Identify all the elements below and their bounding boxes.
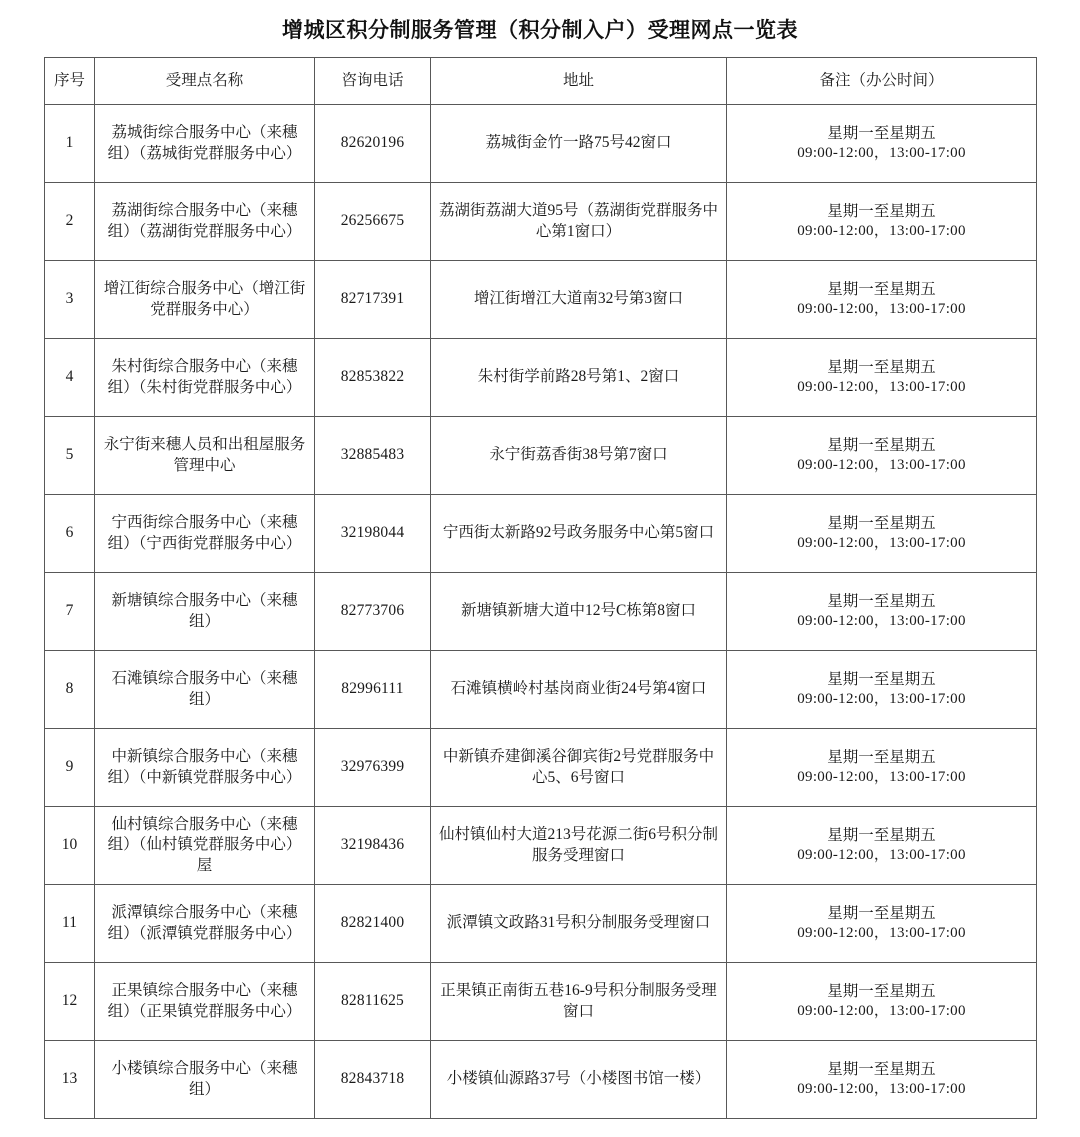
cell-address: 宁西街太新路92号政务服务中心第5窗口 <box>431 495 727 573</box>
cell-address: 永宁街荔香街38号第7窗口 <box>431 417 727 495</box>
office-hours: 09:00-12:00，13:00-17:00 <box>797 535 966 552</box>
cell-office-hours <box>727 339 1037 417</box>
office-days: 星期一至星期五 <box>827 202 936 220</box>
cell-phone: 32198044 <box>315 495 431 573</box>
cell-office-hours <box>727 807 1037 885</box>
cell-office-hours <box>727 495 1037 573</box>
table-row <box>45 807 1037 885</box>
column-header-phone: 咨询电话 <box>315 58 431 105</box>
office-hours: 09:00-12:00，13:00-17:00 <box>797 613 966 630</box>
table-row <box>45 1041 1037 1119</box>
table-row <box>45 417 1037 495</box>
cell-office-hours <box>727 963 1037 1041</box>
cell-office-hours <box>727 573 1037 651</box>
table-row <box>45 261 1037 339</box>
cell-seq: 4 <box>45 339 95 417</box>
office-days: 星期一至星期五 <box>827 358 936 376</box>
cell-seq: 2 <box>45 183 95 261</box>
cell-office-hours <box>727 183 1037 261</box>
office-days: 星期一至星期五 <box>827 514 936 532</box>
office-days: 星期一至星期五 <box>827 826 936 844</box>
cell-seq: 10 <box>45 807 95 885</box>
cell-name: 小楼镇综合服务中心（来穗组） <box>95 1041 315 1119</box>
column-header-seq: 序号 <box>45 58 95 105</box>
office-days: 星期一至星期五 <box>827 124 936 142</box>
table-row <box>45 105 1037 183</box>
table-header-row <box>45 58 1037 105</box>
cell-name: 荔湖街综合服务中心（来穗组）（荔湖街党群服务中心） <box>95 183 315 261</box>
office-hours: 09:00-12:00，13:00-17:00 <box>797 847 966 864</box>
cell-name: 永宁街来穗人员和出租屋服务管理中心 <box>95 417 315 495</box>
cell-address: 小楼镇仙源路37号（小楼图书馆一楼） <box>431 1041 727 1119</box>
office-days: 星期一至星期五 <box>827 436 936 454</box>
cell-seq: 7 <box>45 573 95 651</box>
cell-phone: 82620196 <box>315 105 431 183</box>
cell-seq: 12 <box>45 963 95 1041</box>
table-row <box>45 963 1037 1041</box>
cell-office-hours <box>727 1041 1037 1119</box>
column-header-note: 备注（办公时间） <box>727 58 1037 105</box>
cell-phone: 82821400 <box>315 885 431 963</box>
page-title: 增城区积分制服务管理（积分制入户）受理网点一览表 <box>282 19 798 42</box>
cell-phone: 32198436 <box>315 807 431 885</box>
cell-name: 中新镇综合服务中心（来穗组）（中新镇党群服务中心） <box>95 729 315 807</box>
office-days: 星期一至星期五 <box>827 904 936 922</box>
cell-address: 荔湖街荔湖大道95号（荔湖街党群服务中心第1窗口） <box>431 183 727 261</box>
office-days: 星期一至星期五 <box>827 592 936 610</box>
column-header-addr: 地址 <box>431 58 727 105</box>
cell-office-hours <box>727 885 1037 963</box>
cell-phone: 26256675 <box>315 183 431 261</box>
cell-phone: 82773706 <box>315 573 431 651</box>
office-days: 星期一至星期五 <box>827 748 936 766</box>
cell-name: 宁西街综合服务中心（来穗组）（宁西街党群服务中心） <box>95 495 315 573</box>
cell-seq: 6 <box>45 495 95 573</box>
cell-address: 朱村街学前路28号第1、2窗口 <box>431 339 727 417</box>
office-hours: 09:00-12:00，13:00-17:00 <box>797 223 966 240</box>
table-row <box>45 495 1037 573</box>
cell-address: 中新镇乔建御溪谷御宾街2号党群服务中心5、6号窗口 <box>431 729 727 807</box>
cell-seq: 3 <box>45 261 95 339</box>
cell-phone: 32976399 <box>315 729 431 807</box>
cell-phone: 82996111 <box>315 651 431 729</box>
table-row <box>45 651 1037 729</box>
office-hours: 09:00-12:00，13:00-17:00 <box>797 691 966 708</box>
cell-seq: 9 <box>45 729 95 807</box>
cell-seq: 8 <box>45 651 95 729</box>
cell-name: 增江街综合服务中心（增江街党群服务中心） <box>95 261 315 339</box>
cell-office-hours <box>727 651 1037 729</box>
table-row <box>45 573 1037 651</box>
cell-name: 新塘镇综合服务中心（来穗组） <box>95 573 315 651</box>
table-body <box>45 105 1037 1119</box>
office-hours: 09:00-12:00，13:00-17:00 <box>797 1003 966 1020</box>
cell-address: 石滩镇横岭村基岗商业街24号第4窗口 <box>431 651 727 729</box>
cell-address: 增江街增江大道南32号第3窗口 <box>431 261 727 339</box>
cell-address: 新塘镇新塘大道中12号C栋第8窗口 <box>431 573 727 651</box>
cell-phone: 32885483 <box>315 417 431 495</box>
cell-office-hours <box>727 417 1037 495</box>
cell-name: 朱村街综合服务中心（来穗组）（朱村街党群服务中心） <box>95 339 315 417</box>
table-row <box>45 183 1037 261</box>
cell-address: 仙村镇仙村大道213号花源二街6号积分制服务受理窗口 <box>431 807 727 885</box>
office-hours: 09:00-12:00，13:00-17:00 <box>797 925 966 942</box>
cell-address: 正果镇正南街五巷16-9号积分制服务受理窗口 <box>431 963 727 1041</box>
table-row <box>45 885 1037 963</box>
cell-address: 派潭镇文政路31号积分制服务受理窗口 <box>431 885 727 963</box>
office-days: 星期一至星期五 <box>827 280 936 298</box>
cell-address: 荔城街金竹一路75号42窗口 <box>431 105 727 183</box>
office-hours: 09:00-12:00，13:00-17:00 <box>797 301 966 318</box>
cell-seq: 13 <box>45 1041 95 1119</box>
table-container <box>44 57 1036 1119</box>
office-days: 星期一至星期五 <box>827 670 936 688</box>
cell-phone: 82843718 <box>315 1041 431 1119</box>
cell-name: 正果镇综合服务中心（来穗组）（正果镇党群服务中心） <box>95 963 315 1041</box>
table-header <box>45 58 1037 105</box>
cell-name: 荔城街综合服务中心（来穗组）（荔城街党群服务中心） <box>95 105 315 183</box>
office-hours: 09:00-12:00，13:00-17:00 <box>797 379 966 396</box>
cell-phone: 82853822 <box>315 339 431 417</box>
cell-name: 石滩镇综合服务中心（来穗组） <box>95 651 315 729</box>
office-hours: 09:00-12:00，13:00-17:00 <box>797 769 966 786</box>
cell-seq: 11 <box>45 885 95 963</box>
cell-office-hours <box>727 261 1037 339</box>
table-row <box>45 339 1037 417</box>
cell-name: 仙村镇综合服务中心（来穗组）（仙村镇党群服务中心）屋 <box>95 807 315 885</box>
office-hours: 09:00-12:00，13:00-17:00 <box>797 457 966 474</box>
cell-office-hours <box>727 729 1037 807</box>
cell-seq: 5 <box>45 417 95 495</box>
cell-office-hours <box>727 105 1037 183</box>
office-days: 星期一至星期五 <box>827 982 936 1000</box>
office-hours: 09:00-12:00，13:00-17:00 <box>797 145 966 162</box>
cell-seq: 1 <box>45 105 95 183</box>
cell-phone: 82811625 <box>315 963 431 1041</box>
column-header-name: 受理点名称 <box>95 58 315 105</box>
service-points-table <box>44 57 1037 1119</box>
office-days: 星期一至星期五 <box>827 1060 936 1078</box>
cell-name: 派潭镇综合服务中心（来穗组）（派潭镇党群服务中心） <box>95 885 315 963</box>
office-hours: 09:00-12:00，13:00-17:00 <box>797 1081 966 1098</box>
table-row <box>45 729 1037 807</box>
cell-phone: 82717391 <box>315 261 431 339</box>
